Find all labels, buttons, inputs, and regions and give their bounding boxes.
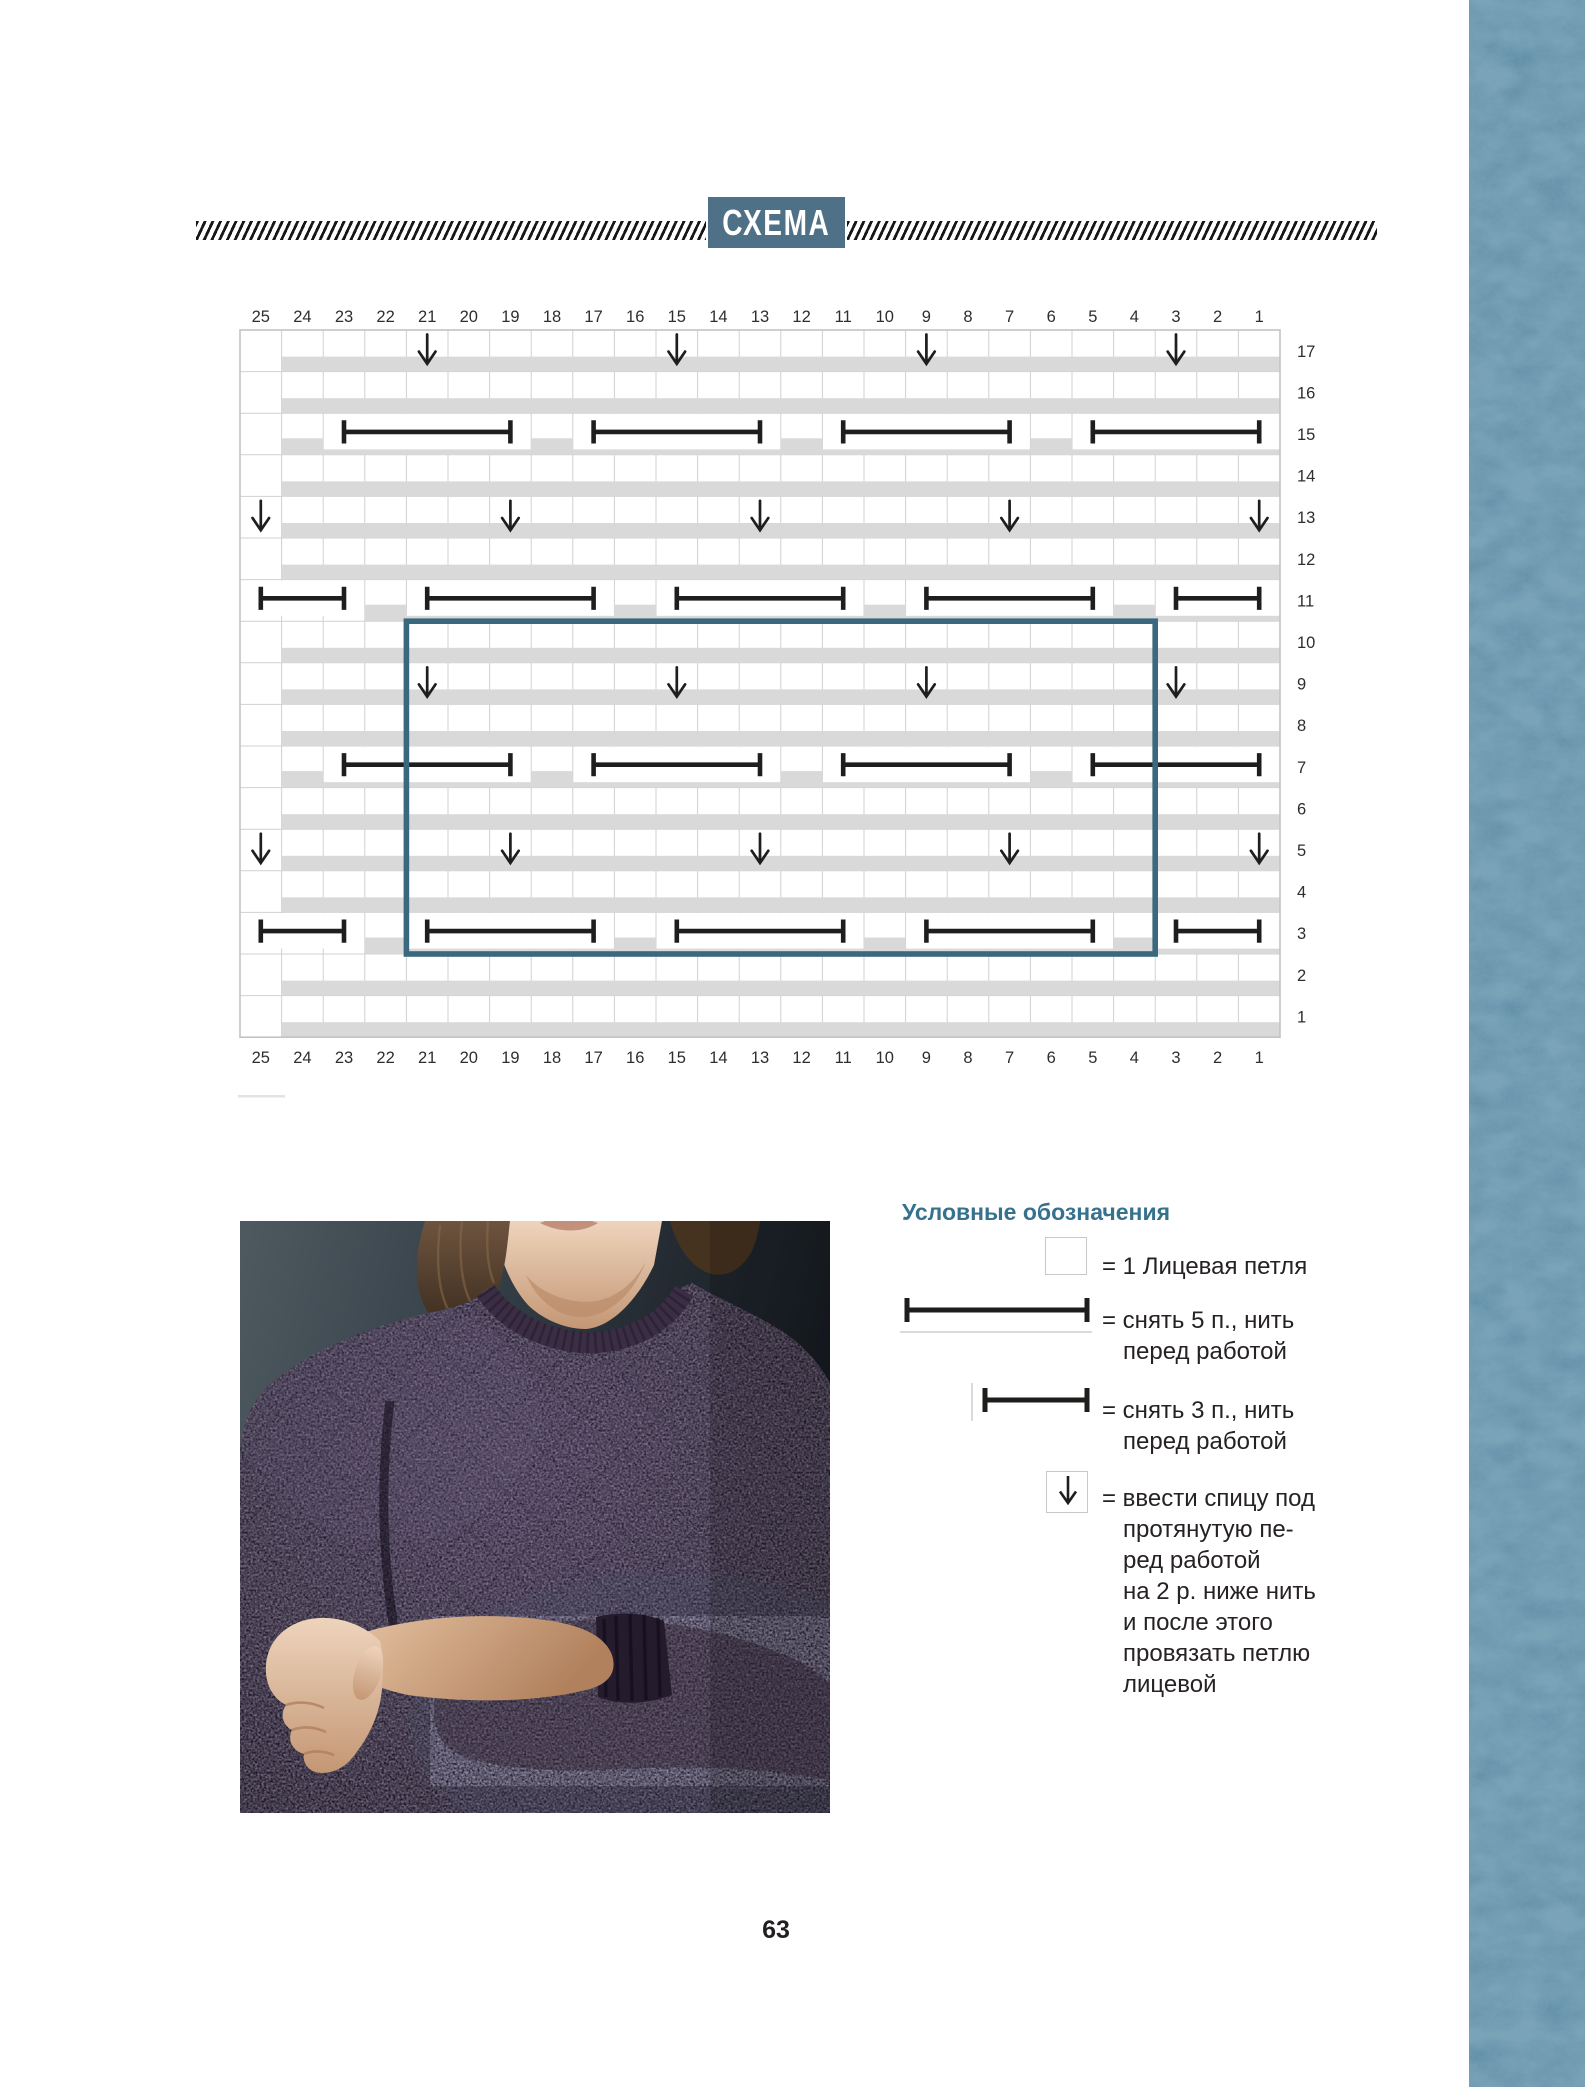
column-label-bottom: 21 (418, 1049, 437, 1068)
column-label-bottom: 16 (626, 1049, 645, 1068)
gap-gray-block (365, 605, 407, 622)
legend-line: на 2 р. ниже нить (1123, 1578, 1316, 1605)
column-label-top: 6 (1046, 308, 1056, 326)
elongated-stitch-symbol (1046, 1471, 1088, 1513)
legend-item-text (1102, 1483, 1316, 1700)
column-label-bottom: 1 (1254, 1049, 1264, 1068)
column-label-bottom: 14 (709, 1049, 728, 1068)
legend-line: перед работой (1123, 1428, 1287, 1455)
legend-line: = 1 Лицевая петля (1102, 1253, 1308, 1280)
row-label-right: 1 (1297, 1008, 1307, 1027)
gap-gray-block (365, 938, 407, 955)
gap-gray-block (531, 771, 573, 788)
float-strip (1072, 782, 1280, 787)
column-label-bottom: 22 (376, 1049, 395, 1068)
float-strip (1155, 616, 1280, 621)
gap-gray-block (282, 438, 324, 455)
knitting-chart (195, 296, 1345, 1111)
float-strip (323, 449, 531, 454)
column-label-bottom: 8 (963, 1049, 973, 1068)
column-label-top: 24 (293, 308, 312, 326)
purl-band (282, 523, 1280, 538)
gap-gray-block (531, 438, 573, 455)
column-label-top: 19 (501, 308, 520, 326)
column-label-top: 14 (709, 308, 728, 326)
column-label-top: 20 (459, 308, 478, 326)
purl-band (282, 814, 1280, 829)
column-label-top: 4 (1129, 308, 1139, 326)
column-label-top: 16 (626, 308, 645, 326)
column-label-top: 10 (875, 308, 894, 326)
slip5-bracket-symbol (900, 1291, 1095, 1345)
column-label-top: 2 (1213, 308, 1223, 326)
row-label-right: 6 (1297, 800, 1307, 819)
column-label-top: 9 (921, 308, 931, 326)
float-strip (822, 782, 1030, 787)
row-label-right: 7 (1297, 758, 1307, 777)
row-label-right: 3 (1297, 925, 1307, 944)
gap-gray-block (781, 438, 823, 455)
legend-item-text (1102, 1305, 1294, 1367)
legend-line: провязать петлю (1123, 1640, 1311, 1667)
header-rule-left (196, 221, 706, 240)
column-label-bottom: 2 (1213, 1049, 1223, 1068)
column-label-bottom: 6 (1046, 1049, 1056, 1068)
row-label-right: 12 (1297, 550, 1316, 569)
row-label-right: 15 (1297, 426, 1316, 444)
purl-band (282, 398, 1280, 413)
legend-line: и после этого (1123, 1609, 1273, 1636)
column-label-bottom: 3 (1171, 1049, 1181, 1068)
gap-gray-block (282, 771, 324, 788)
column-label-top: 12 (792, 308, 811, 326)
legend-title: Условные обозначения (902, 1199, 1171, 1225)
float-strip (1155, 949, 1280, 954)
legend-line: = ввести спицу под (1102, 1485, 1315, 1512)
purl-band (282, 565, 1280, 580)
bare-forearm (343, 1616, 614, 1700)
gap-gray-block (1030, 438, 1072, 455)
column-label-bottom: 13 (750, 1049, 770, 1068)
column-label-bottom: 24 (293, 1049, 312, 1068)
purl-band (282, 731, 1280, 746)
right-vignette (710, 1221, 830, 1813)
float-strip (822, 449, 1030, 454)
column-label-bottom: 20 (459, 1049, 478, 1068)
column-label-bottom: 19 (501, 1049, 520, 1068)
legend-line: перед работой (1123, 1338, 1287, 1365)
column-label-top: 22 (376, 308, 395, 326)
row-label-right: 11 (1297, 592, 1315, 611)
row-label-right: 4 (1297, 883, 1307, 902)
row-label-right: 8 (1297, 717, 1307, 736)
gap-gray-block (1030, 771, 1072, 788)
float-strip (573, 782, 781, 787)
column-label-bottom: 5 (1088, 1049, 1098, 1068)
row-label-right: 10 (1297, 634, 1316, 652)
column-label-bottom: 17 (584, 1049, 603, 1068)
texture-svg (1469, 0, 1585, 2087)
column-label-bottom: 11 (834, 1049, 852, 1068)
column-label-bottom: 9 (921, 1049, 931, 1068)
legend-line: = снять 3 п., нить (1102, 1397, 1295, 1424)
column-label-bottom: 23 (334, 1049, 354, 1068)
gap-gray-block (781, 771, 823, 788)
model-photo (240, 1221, 830, 1813)
header-title-box (708, 197, 845, 248)
purl-band (282, 897, 1280, 912)
model-photo-svg (240, 1221, 830, 1813)
column-label-top: 8 (963, 308, 973, 326)
column-label-top: 1 (1254, 308, 1264, 326)
column-label-top: 5 (1088, 308, 1098, 326)
legend-line: ред работой (1123, 1547, 1261, 1574)
row-label-right: 13 (1297, 509, 1316, 528)
column-label-bottom: 18 (542, 1049, 562, 1068)
row-label-right: 17 (1297, 342, 1316, 361)
legend-line: протянутую пе- (1123, 1516, 1294, 1543)
faint-artifact-line (238, 1095, 285, 1098)
knit-stitch-symbol (1045, 1237, 1087, 1275)
page-edge-texture-bar (1469, 0, 1585, 2087)
float-strip (573, 449, 781, 454)
column-label-bottom: 12 (792, 1049, 811, 1068)
legend-line: = снять 5 п., нить (1102, 1307, 1295, 1334)
row-label-right: 14 (1297, 467, 1316, 486)
column-label-top: 25 (251, 308, 270, 326)
purl-band (282, 981, 1280, 996)
row-label-right: 9 (1297, 675, 1307, 694)
float-strip (1072, 449, 1280, 454)
legend-line: лицевой (1123, 1671, 1217, 1698)
column-label-bottom: 10 (875, 1049, 894, 1068)
row-label-right: 2 (1297, 966, 1307, 985)
page-title: СХЕМА (722, 201, 831, 243)
knitting-chart-svg (195, 296, 1345, 1111)
column-label-top: 15 (667, 308, 686, 326)
page-number: 63 (762, 1916, 790, 1944)
slip3-bracket-symbol (966, 1381, 1098, 1433)
legend-item-text (1102, 1251, 1307, 1282)
column-label-bottom: 4 (1129, 1049, 1139, 1068)
column-label-top: 7 (1005, 308, 1015, 326)
header-rule-right (847, 221, 1377, 240)
row-label-right: 16 (1297, 384, 1316, 403)
column-label-bottom: 15 (667, 1049, 686, 1068)
column-label-top: 23 (334, 308, 354, 326)
purl-band (282, 856, 1280, 871)
column-label-bottom: 25 (251, 1049, 270, 1068)
row-label-right: 5 (1297, 842, 1307, 860)
column-label-top: 3 (1171, 308, 1181, 326)
legend (900, 1195, 1390, 1755)
purl-band (282, 481, 1280, 496)
column-label-bottom: 7 (1005, 1049, 1015, 1068)
float-strip (323, 782, 531, 787)
column-label-top: 11 (834, 308, 852, 326)
column-label-top: 21 (418, 308, 437, 326)
purl-band (282, 648, 1280, 663)
down-arrow-icon (1047, 1471, 1087, 1513)
purl-band (282, 1022, 1280, 1037)
column-label-top: 18 (542, 308, 562, 326)
column-label-top: 17 (584, 308, 603, 326)
column-label-top: 13 (750, 308, 770, 326)
legend-item-text (1102, 1395, 1294, 1457)
